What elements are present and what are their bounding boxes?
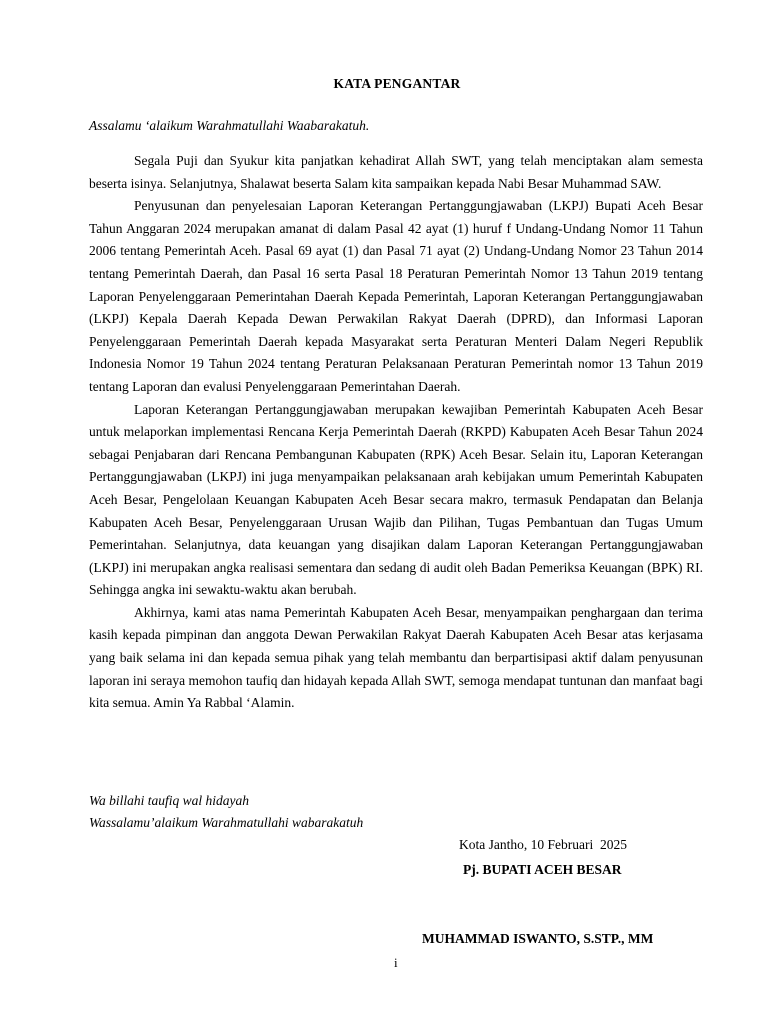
official-title: Pj. BUPATI ACEH BESAR [463, 862, 622, 877]
closing-line-1: Wa billahi taufiq wal hidayah [89, 793, 250, 808]
paragraph: Laporan Keterangan Pertanggungjawaban merupakan kewajiban Pemerintah Kabupaten Aceh Besar untuk melaporkan implementasi Rencana Kerja Pemerintah Daerah (RKPD) Kabupaten Aceh Besar Tahun 2024 sebagai Penjabaran dari Rencana Pembangunan Kabupaten (RPK) Aceh Besar. Selain itu, Laporan Keterangan Pertanggungjawaban (LKPJ) ini juga menyampaikan pelaksanaan arah kebijakan umum Pemerintah Kabupaten Aceh Besar, Pengelolaan Keuangan Kabupaten Aceh Besar secara makro, termasuk Pendapatan dan Belanja Kabupaten Aceh Besar, Penyelenggaraan Urusan Wajib dan Pilihan, Tugas Pembantuan dan Tugas Umum Pemerintahan. Selanjutnya, data keuangan yang disajikan dalam Laporan Keterangan Pertanggungjawaban (LKPJ) ini merupakan angka realisasi sementara dan sedang di audit oleh Badan Pemeriksa Keuangan (BPK) RI. Sehingga angka ini sewaktu-waktu akan berubah. [89, 401, 703, 598]
page-title: KATA PENGANTAR [333, 76, 461, 91]
paragraph: Penyusunan dan penyelesaian Laporan Keterangan Pertanggungjawaban (LKPJ) Bupati Aceh Besar Tahun Anggaran 2024 merupakan amanat di dalam Pasal 42 ayat (1) huruf f Undang-Undang Nomor 11 Tahun 2006 tentang Pemerintah Aceh. Pasal 69 ayat (1) dan Pasal 71 ayat (2) Undang-Undang Nomor 23 Tahun 2014 tentang Pemerintah Daerah, dan Pasal 16 serta Pasal 18 Peraturan Pemerintah Nomor 13 Tahun 2019 tentang Laporan Penyelenggaraan Pemerintahan Daerah Kepada Pemerintah, Laporan Keterangan Pertanggungjawaban (LKPJ) Kepala Daerah Kepada Dewan Perwakilan Rakyat Daerah (DPRD), dan Informasi Laporan Penyelenggaraan Pemerintah Daerah kepada Masyarakat serta Peraturan Menteri Dalam Negeri Republik Indonesia Nomor 19 Tahun 2024 tentang Peraturan Pelaksanaan Peraturan Pemerintah nomor 13 Tahun 2019 tentang Laporan dan evalusi Penyelenggaraan Pemerintahan Daerah. [89, 198, 703, 394]
place-and-date: Kota Jantho, 10 Februari 2025 [459, 837, 627, 852]
closing-line-2: Wassalamu’alaikum Warahmatullahi wabarakatuh [89, 815, 364, 830]
signer-name: MUHAMMAD ISWANTO, S.STP., MM [422, 931, 654, 946]
paragraph: Segala Puji dan Syukur kita panjatkan kehadirat Allah SWT, yang telah menciptakan alam semesta beserta isinya. Selanjutnya, Shalawat beserta Salam kita sampaikan kepada Nabi Besar Muhammad SAW. [89, 153, 703, 191]
opening-greeting: Assalamu ‘alaikum Warahmatullahi Waabarakatuh. [89, 118, 370, 133]
paragraph: Akhirnya, kami atas nama Pemerintah Kabupaten Aceh Besar, menyampaikan penghargaan dan terima kasih kepada pimpinan dan anggota Dewan Perwakilan Rakyat Daerah Kabupaten Aceh Besar atas kerjasama yang baik selama ini dan kepada semua pihak yang telah membantu dan berpartisipasi aktif dalam penyusunan laporan ini seraya memohon taufiq dan hidayah kepada Allah SWT, semoga mendapat tuntunan dan manfaat bagi kita semua. Amin Ya Rabbal ‘Alamin. [89, 604, 703, 711]
page-number: i [394, 955, 398, 970]
body-text [89, 150, 703, 715]
